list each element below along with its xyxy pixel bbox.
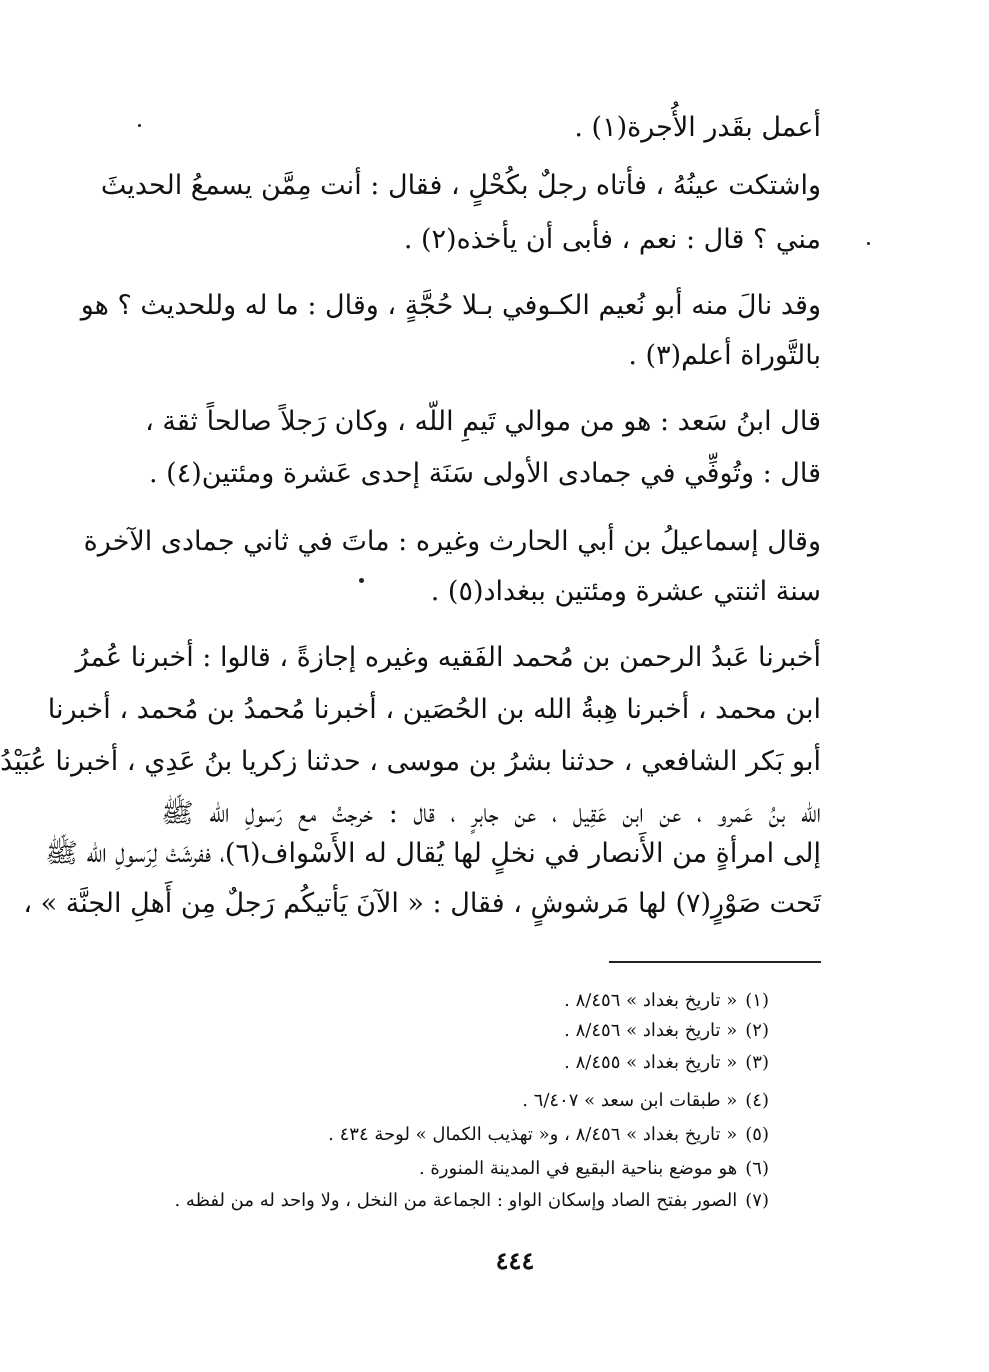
footnote-number: (١) [745, 990, 769, 1011]
footnote [419, 1154, 769, 1184]
footnote-text: الصور بفتح الصاد وإسكان الواو : الجماعة من النخل ، ولا واحد له من لفظه . [174, 1190, 738, 1211]
body-line: وقال إسماعيلُ بن أبي الحارث وغيره : ماتَ في ثاني جمادى الآخرة [83, 526, 821, 557]
footnote-text: « تاريخ بغداد » ٨/٤٥٦ ، و« تهذيب الكمال » لوحة ٤٣٤ . [328, 1124, 738, 1145]
page-number: ٤٤٤ [495, 1246, 535, 1275]
footnote-text: « تاريخ بغداد » ٨/٤٥٦ . [564, 990, 738, 1011]
body-line: الله بنُ عَمرو ، عن ابن عَقِيل ، عن جابرٍ ، قال : خرجتُ مع رَسولِ الله ﷺ [161, 798, 821, 829]
footnote [174, 1186, 769, 1216]
footnote [564, 1048, 769, 1078]
footnote-number: (٢) [745, 1020, 769, 1041]
footnote-separator [609, 961, 821, 963]
body-line: تَحت صَوْرٍ(٧) لها مَرشوشٍ ، فقال : « الآنَ يَأتيكُم رَجلٌ مِن أَهلِ الجنَّة » ، [23, 888, 821, 919]
footnote-text: « طبقات ابن سعد » ٦/٤٠٧ . [522, 1090, 738, 1111]
body-line: بالتَّوراة أعلم(٣) . [628, 340, 821, 371]
footnote-text: « تاريخ بغداد » ٨/٤٥٥ . [564, 1052, 738, 1073]
footnote-number: (٤) [745, 1090, 769, 1111]
body-line: قال ابنُ سَعد : هو من موالي تَيمِ اللّه ، وكان رَجلاً صالحاً ثقة ، [145, 406, 821, 437]
scan-speck [359, 578, 364, 583]
footnote-number: (٧) [745, 1190, 769, 1211]
body-line: وقد نالَ منه أبو نُعيم الكـوفي بـلا حُجَّةٍ ، وقال : ما له وللحديث ؟ هو [80, 290, 821, 321]
body-line: سنة اثنتي عشرة ومئتين ببغداد(٥) . [430, 576, 821, 607]
footnote [522, 1086, 769, 1116]
body-line: أعمل بقَدر الأُجرة(١) . [574, 112, 821, 143]
body-line: واشتكت عينُهُ ، فأتاه رجلٌ بكُحْلٍ ، فقال : أنت مِمَّن يسمعُ الحديثَ [100, 170, 821, 201]
body-line: قال : وتُوفِّي في جمادى الأولى سَنَة إحدى عَشرة ومئتين(٤) . [149, 458, 821, 489]
body-line: ابن محمد ، أخبرنا هِبةُ الله بن الحُصَين ، أخبرنا مُحمدُ بن مُحمد ، أخبرنا [47, 694, 821, 725]
scan-speck [867, 242, 870, 245]
body-line: مني ؟ قال : نعم ، فأبى أن يأخذه(٢) . [403, 224, 821, 255]
footnote [328, 1120, 769, 1150]
body-line: إلى امرأةٍ من الأَنصار في نخلٍ لها يُقال له الأَسْواف(٦)، ففرشَتْ لِرَسولِ الله ﷺ [45, 838, 821, 869]
footnote-number: (٥) [745, 1124, 769, 1145]
scan-speck [138, 124, 141, 127]
footnote [564, 986, 769, 1016]
footnote [564, 1016, 769, 1046]
body-line: أخبرنا عَبدُ الرحمن بن مُحمد الفَقيه وغيره إجازةً ، قالوا : أخبرنا عُمرُ [75, 642, 821, 673]
footnote-number: (٦) [745, 1158, 769, 1179]
footnote-text: « تاريخ بغداد » ٨/٤٥٦ . [564, 1020, 738, 1041]
footnote-number: (٣) [745, 1052, 769, 1073]
body-line: أبو بَكر الشافعي ، حدثنا بشرُ بن موسى ، حدثنا زكريا بنُ عَدِي ، أخبرنا عُبَيْدُ [0, 746, 821, 777]
footnote-text: هو موضع بناحية البقيع في المدينة المنورة . [418, 1158, 738, 1179]
